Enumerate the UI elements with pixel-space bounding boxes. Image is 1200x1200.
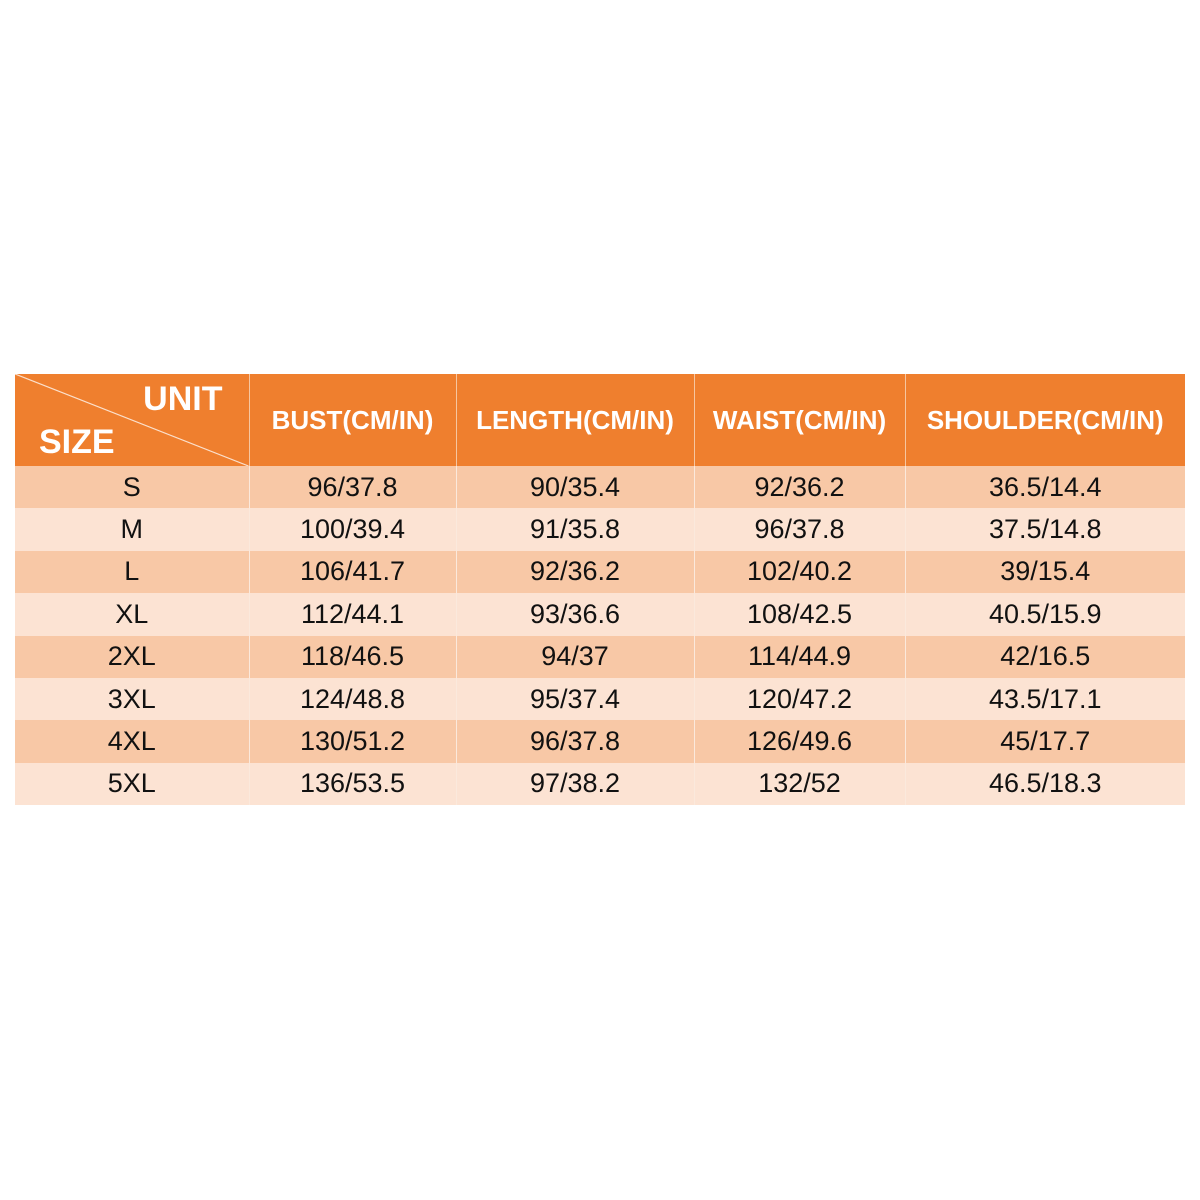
table-row <box>15 763 1185 805</box>
length-cell: 96/37.8 <box>456 720 694 762</box>
length-cell: 95/37.4 <box>456 678 694 720</box>
shoulder-cell: 45/17.7 <box>905 720 1185 762</box>
shoulder-cell: 42/16.5 <box>905 636 1185 678</box>
length-cell: 94/37 <box>456 636 694 678</box>
corner-header-cell <box>15 374 249 466</box>
length-cell: 90/35.4 <box>456 466 694 508</box>
unit-label: UNIT <box>143 380 223 418</box>
length-cell: 91/35.8 <box>456 508 694 550</box>
table-row <box>15 678 1185 720</box>
bust-cell: 136/53.5 <box>249 763 456 805</box>
size-cell: XL <box>15 593 249 635</box>
table-row <box>15 466 1185 508</box>
size-cell: L <box>15 551 249 593</box>
length-cell: 92/36.2 <box>456 551 694 593</box>
bust-cell: 124/48.8 <box>249 678 456 720</box>
waist-cell: 108/42.5 <box>694 593 905 635</box>
header-waist: WAIST(CM/IN) <box>694 374 905 466</box>
shoulder-cell: 39/15.4 <box>905 551 1185 593</box>
size-cell: 3XL <box>15 678 249 720</box>
table-row <box>15 593 1185 635</box>
size-cell: 2XL <box>15 636 249 678</box>
waist-cell: 120/47.2 <box>694 678 905 720</box>
table-row <box>15 636 1185 678</box>
size-cell: S <box>15 466 249 508</box>
size-cell: 5XL <box>15 763 249 805</box>
table-row <box>15 720 1185 762</box>
shoulder-cell: 46.5/18.3 <box>905 763 1185 805</box>
header-row <box>15 374 1185 466</box>
bust-cell: 96/37.8 <box>249 466 456 508</box>
size-chart-table <box>15 374 1185 805</box>
shoulder-cell: 40.5/15.9 <box>905 593 1185 635</box>
size-label: SIZE <box>39 423 115 461</box>
length-cell: 97/38.2 <box>456 763 694 805</box>
header-length: LENGTH(CM/IN) <box>456 374 694 466</box>
bust-cell: 118/46.5 <box>249 636 456 678</box>
waist-cell: 92/36.2 <box>694 466 905 508</box>
table-row <box>15 508 1185 550</box>
waist-cell: 126/49.6 <box>694 720 905 762</box>
size-cell: 4XL <box>15 720 249 762</box>
table-row <box>15 551 1185 593</box>
bust-cell: 130/51.2 <box>249 720 456 762</box>
shoulder-cell: 43.5/17.1 <box>905 678 1185 720</box>
waist-cell: 114/44.9 <box>694 636 905 678</box>
bust-cell: 112/44.1 <box>249 593 456 635</box>
bust-cell: 106/41.7 <box>249 551 456 593</box>
waist-cell: 96/37.8 <box>694 508 905 550</box>
header-shoulder: SHOULDER(CM/IN) <box>905 374 1185 466</box>
length-cell: 93/36.6 <box>456 593 694 635</box>
header-bust: BUST(CM/IN) <box>249 374 456 466</box>
waist-cell: 132/52 <box>694 763 905 805</box>
bust-cell: 100/39.4 <box>249 508 456 550</box>
size-cell: M <box>15 508 249 550</box>
waist-cell: 102/40.2 <box>694 551 905 593</box>
shoulder-cell: 36.5/14.4 <box>905 466 1185 508</box>
shoulder-cell: 37.5/14.8 <box>905 508 1185 550</box>
